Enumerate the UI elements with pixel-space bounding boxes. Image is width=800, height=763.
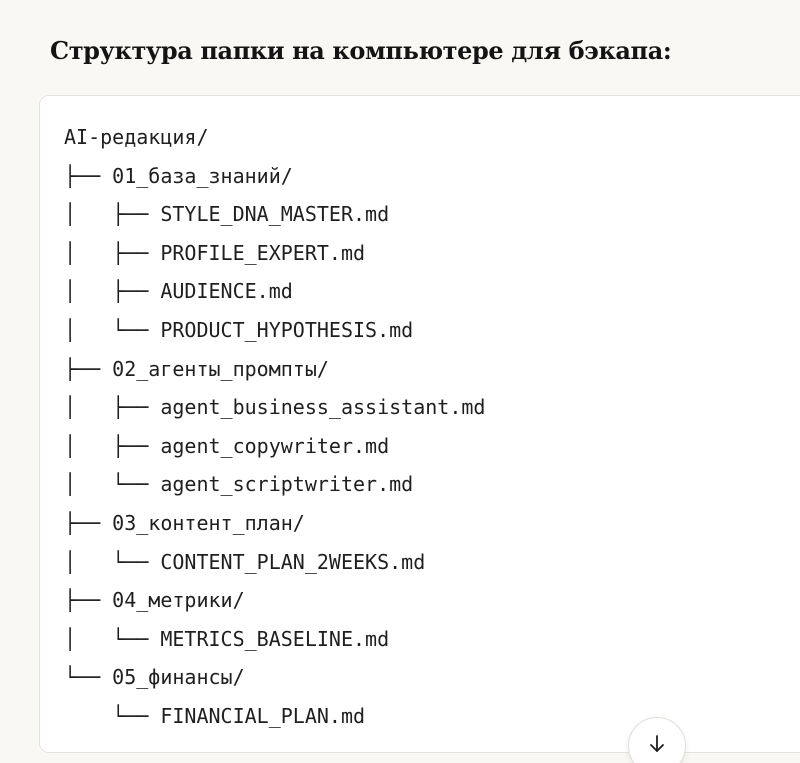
tree-line: │ └── PRODUCT_HYPOTHESIS.md bbox=[64, 317, 414, 342]
tree-line: │ └── CONTENT_PLAN_2WEEKS.md bbox=[64, 549, 426, 574]
arrow-down-icon bbox=[646, 733, 668, 755]
tree-line: └── 05_финансы/ bbox=[64, 665, 245, 690]
tree-line: │ ├── agent_copywriter.md bbox=[64, 433, 390, 458]
tree-line: ├── 01_база_знаний/ bbox=[64, 163, 293, 188]
tree-line: │ ├── STYLE_DNA_MASTER.md bbox=[64, 202, 390, 227]
tree-line: └── FINANCIAL_PLAN.md bbox=[64, 703, 366, 728]
tree-line: ├── 03_контент_план/ bbox=[64, 510, 305, 535]
tree-line: │ ├── agent_business_assistant.md bbox=[64, 395, 486, 420]
tree-line: │ └── METRICS_BASELINE.md bbox=[64, 626, 390, 651]
tree-line: ├── 02_агенты_промпты/ bbox=[64, 356, 329, 381]
tree-line: ├── 04_метрики/ bbox=[64, 588, 245, 613]
tree-line: │ ├── AUDIENCE.md bbox=[64, 279, 293, 304]
folder-tree bbox=[64, 118, 485, 736]
tree-line: │ └── agent_scriptwriter.md bbox=[64, 472, 414, 497]
section-heading: Структура папки на компьютере для бэкапа: bbox=[50, 36, 672, 65]
tree-line: │ ├── PROFILE_EXPERT.md bbox=[64, 240, 366, 265]
code-block bbox=[39, 95, 800, 753]
tree-line: AI-редакция/ bbox=[64, 125, 209, 149]
